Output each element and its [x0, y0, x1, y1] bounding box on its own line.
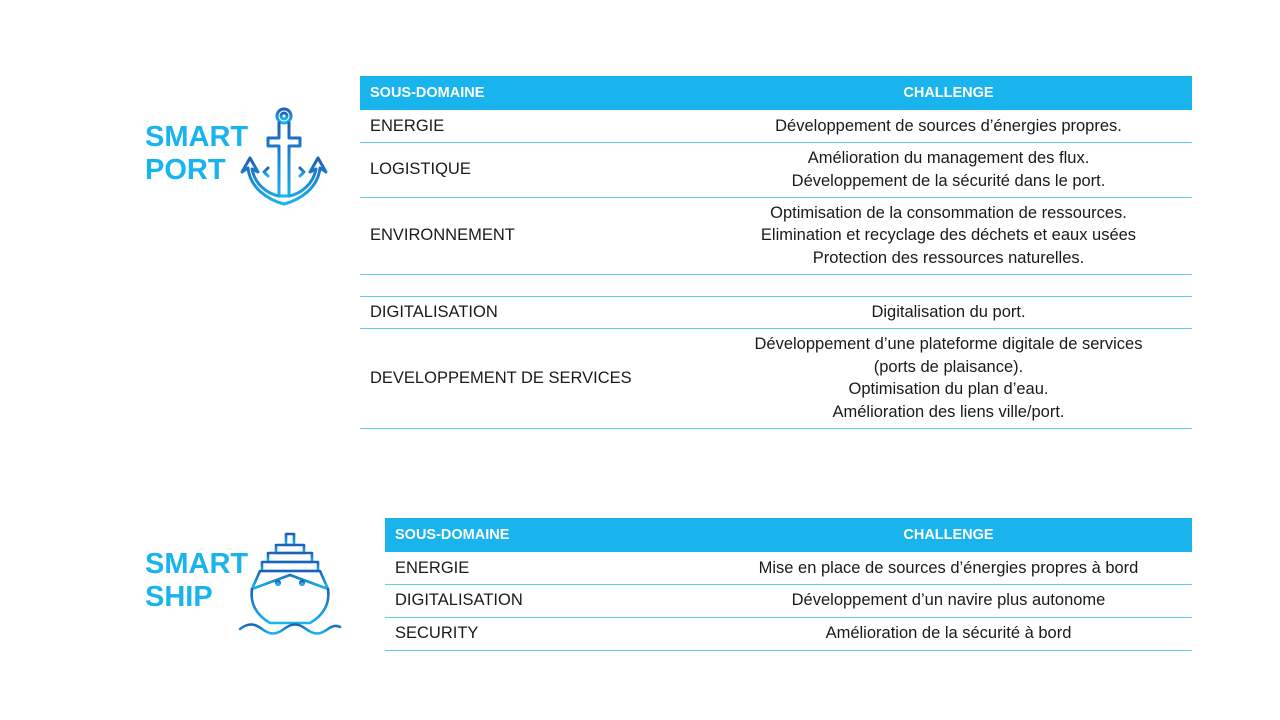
row-challenge: [705, 552, 1192, 584]
smart-port-title-line1: SMART: [145, 121, 249, 153]
table-row: [385, 584, 1192, 617]
smart-ship-table: [385, 518, 1192, 651]
table-row: [360, 197, 1192, 274]
table-row: [385, 617, 1192, 650]
table-row: [360, 296, 1192, 328]
challenge-line: Elimination et recyclage des déchets et eaux usées: [760, 226, 1137, 245]
challenge-line: Digitalisation du port.: [871, 302, 1026, 321]
row-subdomain: [360, 274, 705, 296]
challenge-line: (ports de plaisance).: [873, 357, 1024, 376]
row-challenge: [705, 274, 1192, 296]
smart-ship-title: [145, 548, 248, 614]
table-header-row: [360, 76, 1192, 110]
smart-port-table: [360, 76, 1192, 429]
row-challenge: [705, 584, 1192, 617]
row-challenge: [705, 296, 1192, 328]
table-row: [360, 110, 1192, 142]
smart-port-title-line2: PORT: [145, 154, 226, 186]
challenge-line: Développement d’un navire plus autonome: [791, 591, 1106, 610]
ship-icon: [236, 531, 342, 635]
row-challenge: [705, 110, 1192, 142]
row-subdomain: ENERGIE: [385, 552, 705, 584]
challenge-line: Amélioration de la sécurité à bord: [825, 624, 1072, 643]
row-challenge: [705, 328, 1192, 428]
table-row: [360, 328, 1192, 428]
row-subdomain: DIGITALISATION: [385, 584, 705, 617]
challenge-line: Amélioration des liens ville/port.: [832, 402, 1065, 421]
challenge-line: Développement de la sécurité dans le port.: [791, 171, 1106, 190]
row-subdomain: ENVIRONNEMENT: [360, 197, 705, 274]
challenge-line: Optimisation de la consommation de ressources.: [770, 203, 1127, 222]
row-challenge: [705, 617, 1192, 650]
header-subdomain: SOUS-DOMAINE: [385, 518, 705, 552]
header-challenge: CHALLENGE: [705, 76, 1192, 110]
table-row: [360, 142, 1192, 197]
smart-ship-title-line2: SHIP: [145, 581, 213, 613]
row-subdomain: SECURITY: [385, 617, 705, 650]
challenge-line: Développement d’une plateforme digitale de services: [754, 335, 1143, 353]
row-subdomain: ENERGIE: [360, 110, 705, 142]
challenge-line: Amélioration du management des flux.: [807, 149, 1090, 167]
table-row-empty: [360, 274, 1192, 296]
row-challenge: [705, 142, 1192, 197]
table-row: [385, 552, 1192, 584]
table-header-row: [385, 518, 1192, 552]
anchor-icon: [238, 106, 330, 210]
smart-ship-title-line1: SMART: [145, 548, 249, 580]
header-challenge: CHALLENGE: [705, 518, 1192, 552]
row-subdomain: LOGISTIQUE: [360, 142, 705, 197]
challenge-line: Optimisation du plan d’eau.: [848, 380, 1049, 398]
challenge-line: Mise en place de sources d’énergies propres à bord: [758, 558, 1139, 577]
challenge-line: Protection des ressources naturelles.: [812, 248, 1085, 267]
smart-port-title: [145, 121, 248, 187]
row-challenge: [705, 197, 1192, 274]
row-subdomain: DEVELOPPEMENT DE SERVICES: [360, 328, 705, 428]
header-subdomain: SOUS-DOMAINE: [360, 76, 705, 110]
challenge-line: Développement de sources d’énergies propres.: [775, 116, 1122, 135]
row-subdomain: DIGITALISATION: [360, 296, 705, 328]
